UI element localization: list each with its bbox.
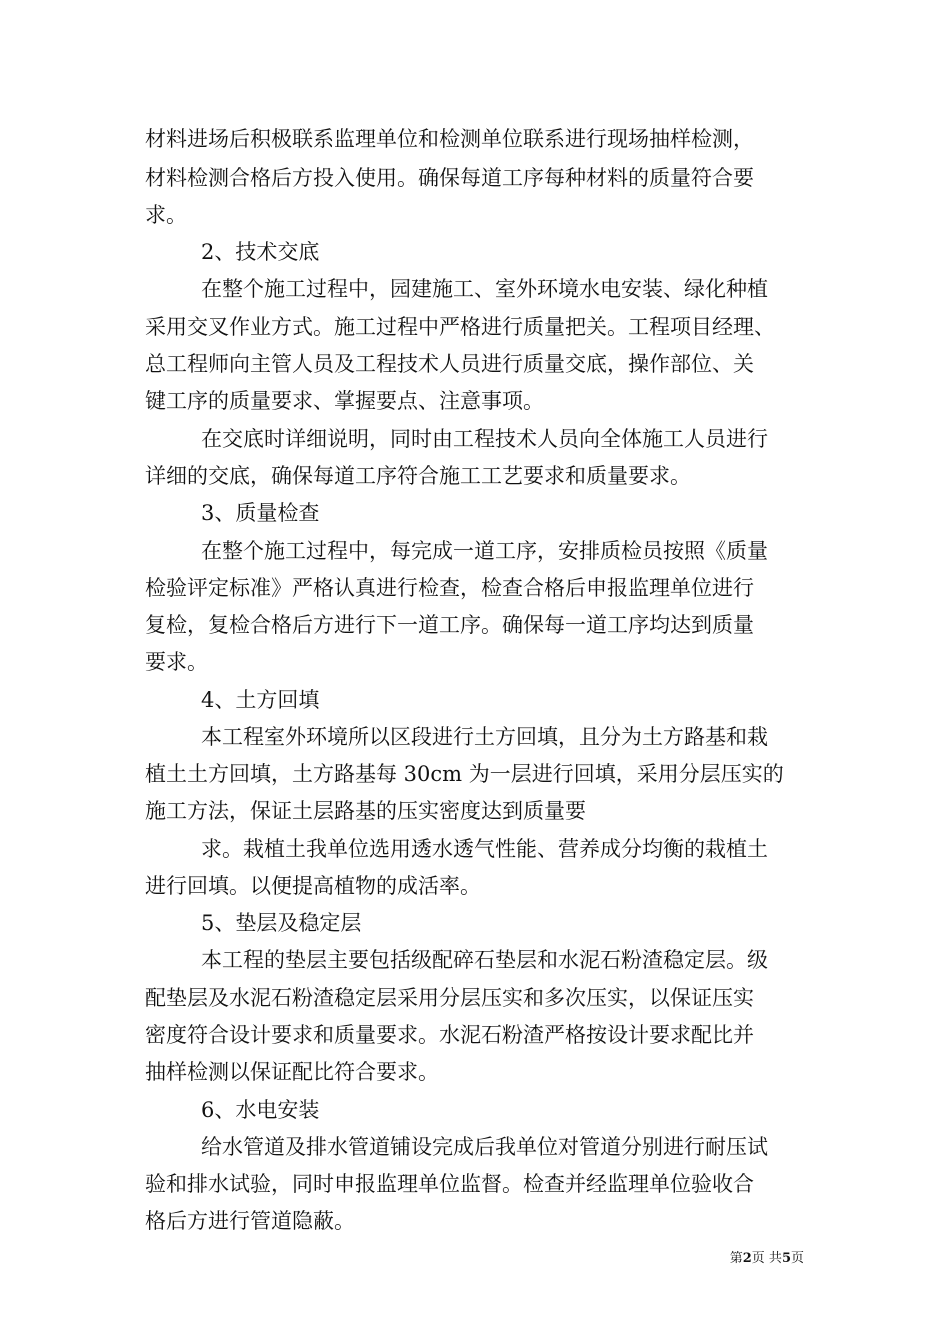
- section-heading: 5、垫层及稳定层: [201, 911, 362, 935]
- section-heading: 4、土方回填: [201, 688, 320, 712]
- footer-suffix: 页: [790, 1251, 804, 1266]
- section-heading: 2、技术交底: [201, 240, 320, 264]
- text-line: 材料检测合格后方投入使用。确保每道工序每种材料的质量符合要: [145, 166, 754, 190]
- text-line: 本工程室外环境所以区段进行土方回填，且分为土方路基和栽: [201, 725, 768, 749]
- page-number-footer: [730, 1247, 804, 1266]
- text-line: 总工程师向主管人员及工程技术人员进行质量交底，操作部位、关: [145, 352, 754, 376]
- text-line: 复检，复检合格后方进行下一道工序。确保每一道工序均达到质量: [145, 613, 754, 637]
- text-line: 要求。: [145, 650, 208, 674]
- text-line: 给水管道及排水管道铺设完成后我单位对管道分别进行耐压试: [201, 1135, 768, 1159]
- text-line: 抽样检测以保证配比符合要求。: [145, 1060, 439, 1084]
- text-line: 验和排水试验，同时申报监理单位监督。检查并经监理单位验收合: [145, 1172, 754, 1196]
- text-line: 求。栽植土我单位选用透水透气性能、营养成分均衡的栽植土: [201, 837, 768, 861]
- footer-prefix: 第: [729, 1251, 743, 1266]
- text-line: 在整个施工过程中，园建施工、室外环境水电安装、绿化种植: [201, 277, 768, 301]
- text-line: 密度符合设计要求和质量要求。水泥石粉渣严格按设计要求配比并: [145, 1023, 754, 1047]
- total-page-number: 5: [781, 1251, 791, 1266]
- text-line: 在交底时详细说明，同时由工程技术人员向全体施工人员进行: [201, 427, 768, 451]
- text-line: 详细的交底，确保每道工序符合施工工艺要求和质量要求。: [145, 464, 691, 488]
- footer-middle: 页 共: [751, 1251, 782, 1266]
- text-line: 求。: [145, 203, 187, 227]
- text-line: 检验评定标准》严格认真进行检查，检查合格后申报监理单位进行: [145, 576, 754, 600]
- text-line: 格后方进行管道隐蔽。: [145, 1209, 355, 1233]
- current-page-number: 2: [742, 1251, 752, 1266]
- text-line: 进行回填。以便提高植物的成活率。: [145, 874, 481, 898]
- text-line: 植土土方回填，土方路基每 30cm 为一层进行回填，采用分层压实的: [145, 762, 784, 786]
- text-line: 材料进场后积极联系监理单位和检测单位联系进行现场抽样检测，: [145, 127, 754, 151]
- section-heading: 3、质量检查: [201, 501, 320, 525]
- section-heading: 6、水电安装: [201, 1098, 320, 1122]
- text-line: 施工方法，保证土层路基的压实密度达到质量要: [145, 799, 586, 823]
- text-line: 在整个施工过程中，每完成一道工序，安排质检员按照《质量: [201, 539, 768, 563]
- text-line: 键工序的质量要求、掌握要点、注意事项。: [145, 389, 544, 413]
- text-line: 采用交叉作业方式。施工过程中严格进行质量把关。工程项目经理、: [145, 315, 775, 339]
- text-line: 配垫层及水泥石粉渣稳定层采用分层压实和多次压实，以保证压实: [145, 986, 754, 1010]
- text-line: 本工程的垫层主要包括级配碎石垫层和水泥石粉渣稳定层。级: [201, 948, 768, 972]
